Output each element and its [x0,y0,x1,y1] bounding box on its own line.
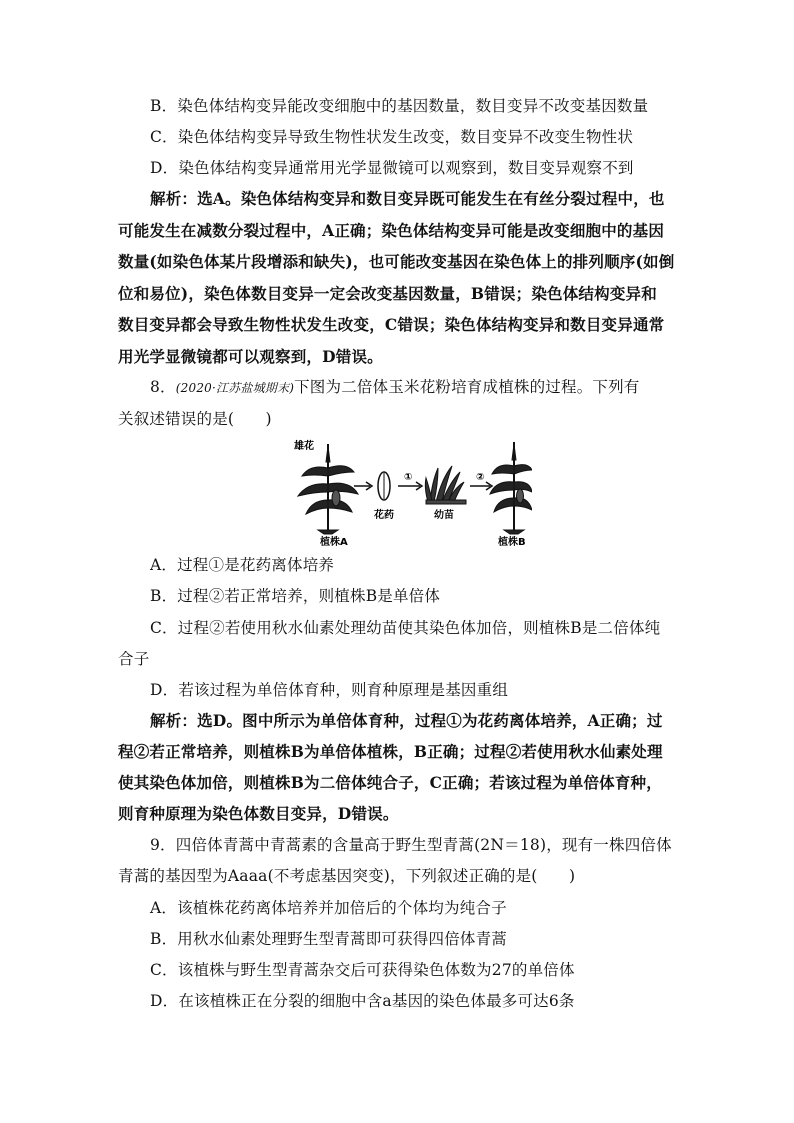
q9-stem-line: 9．四倍体青蒿中青蒿素的含量高于野生型青蒿(2N＝18)，现有一株四倍体 [150,836,672,854]
q8-source: (2020·江苏盐城期末) [175,381,295,395]
label-xionghua: 雄花 [294,441,314,452]
arrow-icon [354,482,372,490]
q9-option-b: B．用秋水仙素处理野生型青蒿即可获得四倍体青蒿 [150,930,507,948]
q8-option-a: A．过程①是花药离体培养 [150,556,335,574]
q7-option-c: C．染色体结构变异导致生物性状发生改变，数目变异不改变生物性状 [150,128,634,146]
q7-analysis-line: 用光学显微镜都可以观察到，D错误。 [118,347,383,366]
q9-stem-line: 青蒿的基因型为Aaaa(不考虑基因突变)，下列叙述正确的是( ) [118,867,576,885]
q7-analysis-line: 数量(如染色体某片段增添和缺失)，也可能改变基因在染色体上的排列顺序(如倒 [118,252,675,271]
q8-number: 8． [150,378,176,396]
label-youmiao: 幼苗 [434,510,454,521]
label-huayao: 花药 [374,510,394,521]
q8-option-b: B．过程②若正常培养，则植株B是单倍体 [150,587,441,605]
q8-stem-line [150,377,640,398]
step-1-label: ① [404,472,413,483]
q9-option-c: C．该植株与野生型青蒿杂交后可获得染色体数为27的单倍体 [150,961,575,979]
plant-a-illustration [298,444,358,534]
q7-analysis-line: 可能发生在减数分裂过程中，A正确；染色体结构变异可能是改变细胞中的基因 [118,221,665,240]
step-2-label: ② [476,472,485,483]
q8-analysis-line: 程②若正常培养，则植株B为单倍体植株，B正确；过程②若使用秋水仙素处理 [118,742,663,761]
arrow-icon [398,482,422,490]
q7-analysis-line: 位和易位)，染色体数目变异一定会改变基因数量，B错误；染色体结构变异和 [118,284,657,303]
q7-analysis-line: 数目变异都会导致生物性状发生改变，C错误；染色体结构变异和数目变异通常 [118,315,665,334]
q8-analysis-line: 则育种原理为染色体数目变异，D错误。 [118,804,399,823]
q7-option-d: D．染色体结构变异通常用光学显微镜可以观察到，数目变异观察不到 [150,159,634,177]
seedling-illustration [425,466,466,504]
plant-b-illustration [490,442,532,534]
q9-option-d: D．在该植株正在分裂的细胞中含a基因的染色体最多可达6条 [150,992,575,1010]
arrow-icon [470,482,492,490]
q7-analysis-line: 解析：选A。染色体结构变异和数目变异既可能发生在有丝分裂过程中，也 [150,189,665,208]
q8-analysis-line: 解析：选D。图中所示为单倍体育种，过程①为花药离体培养，A正确；过 [150,711,663,730]
pollen-culture-diagram [292,438,532,548]
q8-analysis-line: 使其染色体加倍，则植株B为二倍体纯合子，C正确；若该过程为单倍体育种， [118,773,662,792]
q8-stem-line: 关叙述错误的是( ) [118,410,272,428]
q9-option-a: A．该植株花药离体培养并加倍后的个体均为纯合子 [150,899,507,917]
q8-stem: 下图为二倍体玉米花粉培育成植株的过程。下列有 [294,378,640,396]
q8-option-c: C．过程②若使用秋水仙素处理幼苗使其染色体加倍，则植株B是二倍体纯 [150,619,661,637]
label-plant-b: 植株B [498,537,526,548]
q8-option-c-cont: 合子 [118,650,150,668]
q7-option-b: B．染色体结构变异能改变细胞中的基因数量，数目变异不改变基因数量 [150,97,649,115]
anther-illustration [378,472,390,500]
label-plant-a: 植株A [320,537,348,548]
q8-option-d: D．若该过程为单倍体育种，则育种原理是基因重组 [150,681,509,699]
